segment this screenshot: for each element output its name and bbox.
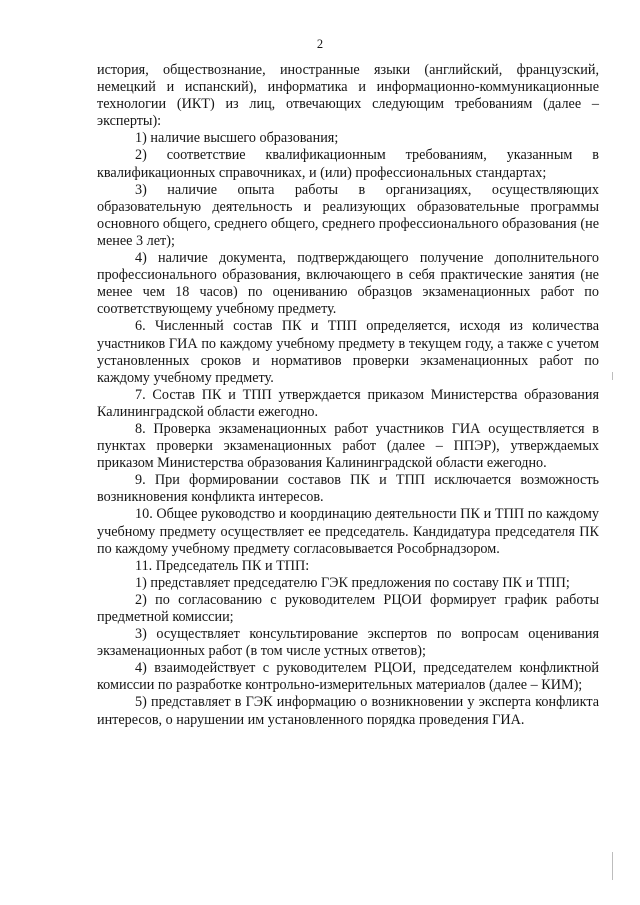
scan-margin-mark <box>612 852 613 880</box>
paragraph-duty-2: 2) по согласованию с руководителем РЦОИ формирует график работы предметной комиссии; <box>97 591 599 625</box>
paragraph-item-10: 10. Общее руководство и координацию деятельности ПК и ТПП по каждому учебному предмету осуществляет ее председатель. Кандидатура председателя ПК по каждому учебному предмету согласовывается Рособрнадзором. <box>97 506 599 557</box>
paragraph-duty-5: 5) представляет в ГЭК информацию о возникновении у эксперта конфликта интересов, о нарушении им установленного порядка проведения ГИА. <box>97 694 599 728</box>
paragraph-req-2: 2) соответствие квалификационным требованиям, указанным в квалификационных справочниках, и (или) профессиональных стандартах; <box>97 147 599 181</box>
paragraph-intro: история, обществознание, иностранные языки (английский, французский, немецкий и испанский), информатика и информационно-коммуникационные технологии (ИКТ) из лиц, отвечающих следующим требованиям (далее – эксперты): <box>97 62 599 130</box>
paragraph-req-3: 3) наличие опыта работы в организациях, осуществляющих образовательную деятельность и реализующих образовательные программы основного общего, среднего общего, среднего профессионального образования (не менее 3 лет); <box>97 181 599 249</box>
page-number: 2 <box>316 37 324 51</box>
paragraph-req-1: 1) наличие высшего образования; <box>135 130 339 147</box>
paragraph-duty-3: 3) осуществляет консультирование экспертов по вопросам оценивания экзаменационных работ (в том числе устных ответов); <box>97 626 599 660</box>
paragraph-req-4: 4) наличие документа, подтверждающего получение дополнительного профессионального образования, включающего в себя практические занятия (не менее чем 18 часов) по оцениванию образцов экзаменационных работ по соответствующему учебному предмету. <box>97 250 599 318</box>
paragraph-item-11: 11. Председатель ПК и ТПП: <box>135 557 310 574</box>
paragraph-item-8: 8. Проверка экзаменационных работ участников ГИА осуществляется в пунктах проверки экзаменационных работ (далее – ППЭР), утверждаемых приказом Министерства образования Калининградской области ежегодно. <box>97 420 599 472</box>
paragraph-duty-1: 1) представляет председателю ГЭК предложения по составу ПК и ТПП; <box>135 574 570 591</box>
scan-margin-mark <box>612 372 613 380</box>
document-body <box>97 62 599 729</box>
paragraph-item-7: 7. Состав ПК и ТПП утверждается приказом Министерства образования Калининградской области ежегодно. <box>97 386 599 420</box>
paragraph-item-6: 6. Численный состав ПК и ТПП определяется, исходя из количества участников ГИА по каждому учебному предмету в текущем году, а также с учетом установленных сроков и нормативов проверки экзаменационных работ по каждому учебному предмету. <box>97 318 599 386</box>
paragraph-item-9: 9. При формировании составов ПК и ТПП исключается возможность возникновения конфликта интересов. <box>97 472 599 506</box>
paragraph-duty-4: 4) взаимодействует с руководителем РЦОИ, председателем конфликтной комиссии по разработке контрольно-измерительных материалов (далее – КИМ); <box>97 660 599 694</box>
